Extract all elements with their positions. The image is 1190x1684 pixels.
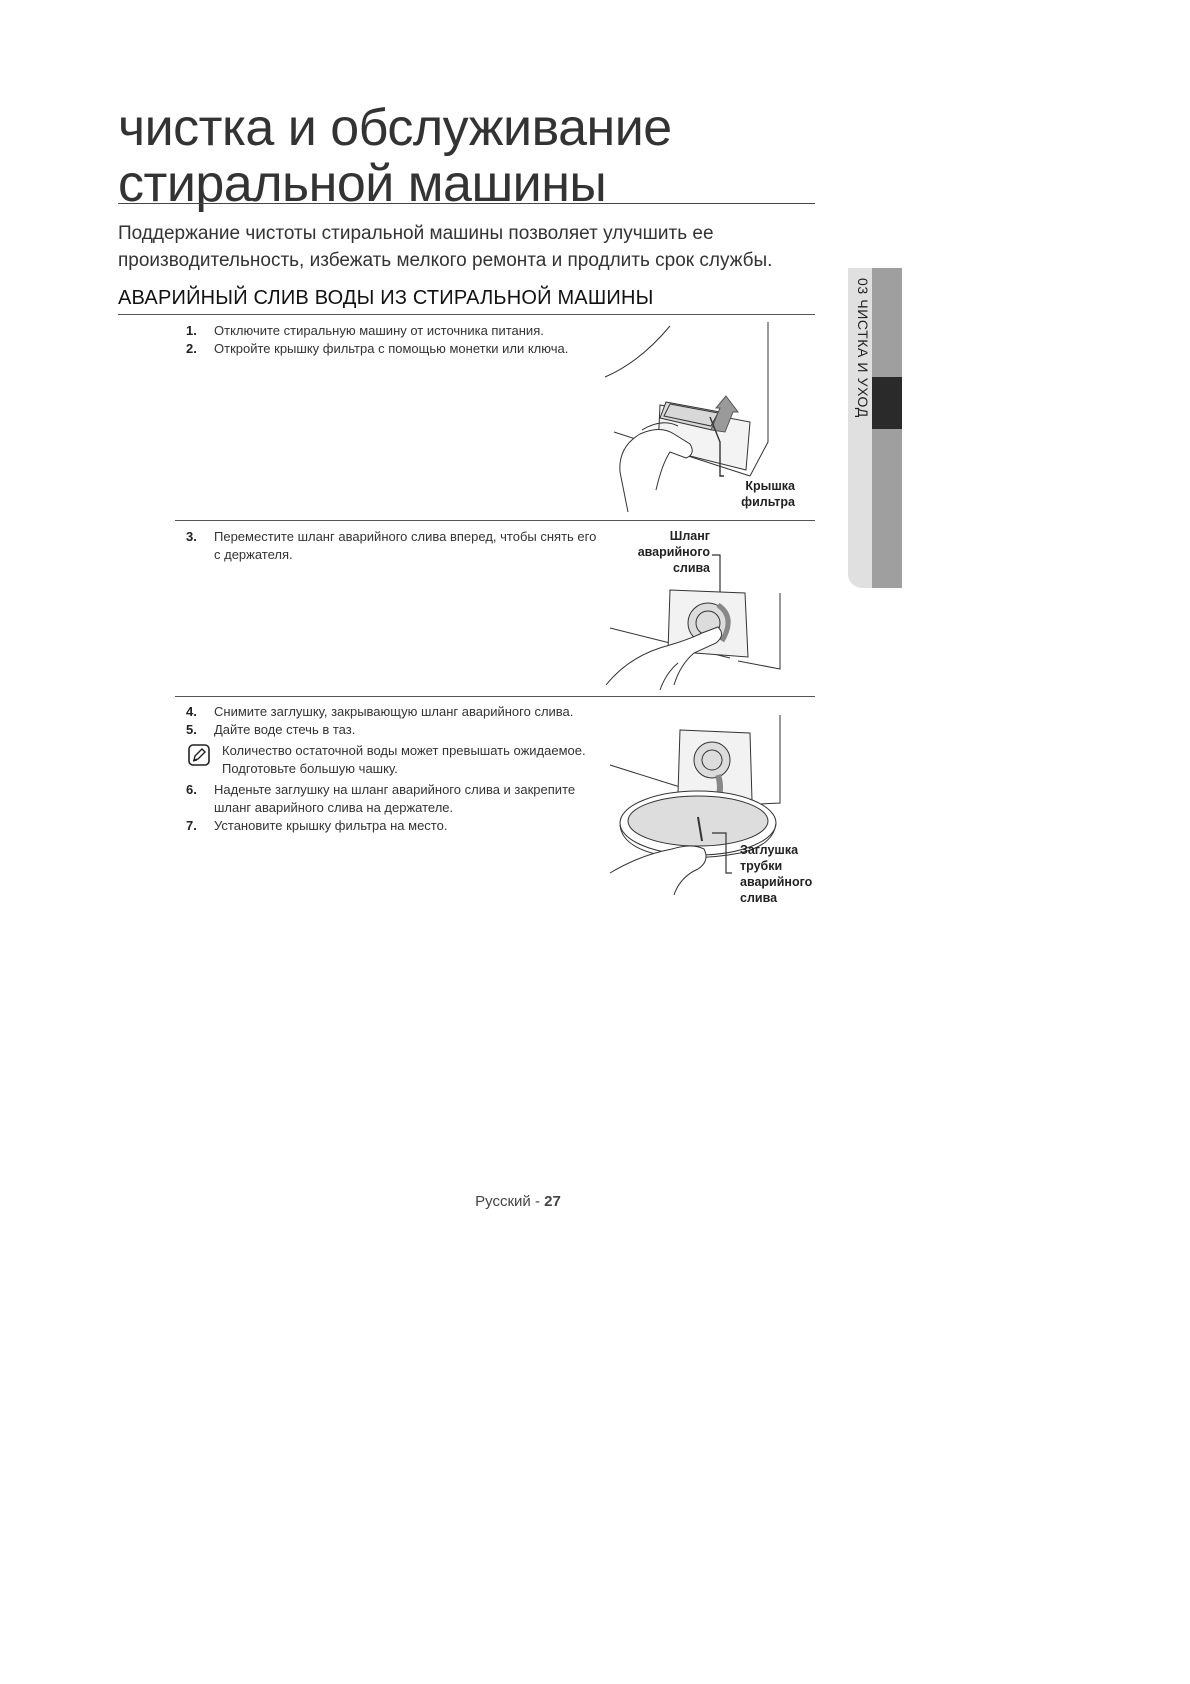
step-text: Откройте крышку фильтра с помощью монетки или ключа.	[214, 341, 569, 356]
step-text: Установите крышку фильтра на место.	[214, 818, 448, 833]
step-4	[186, 703, 601, 721]
step-3	[186, 528, 601, 564]
drain-cap-label-line4: слива	[740, 891, 778, 905]
page-number: 27	[544, 1193, 561, 1210]
step-7	[186, 817, 601, 835]
step-1	[186, 322, 601, 340]
step-number: 3.	[186, 529, 197, 544]
drain-cap-label	[740, 842, 820, 906]
steps-block-1	[186, 322, 601, 358]
filter-cover-label-line2: фильтра	[741, 495, 795, 509]
note-text: Количество остаточной воды может превышать ожидаемое. Подготовьте большую чашку.	[222, 743, 586, 776]
page-footer	[0, 1193, 1036, 1210]
step-text: Снимите заглушку, закрывающую шланг аварийного слива.	[214, 704, 574, 719]
step-number: 7.	[186, 818, 197, 833]
block-divider-1	[175, 520, 815, 521]
step-text: Переместите шланг аварийного слива вперед, чтобы снять его с держателя.	[214, 529, 597, 562]
steps-block-2	[186, 528, 601, 564]
step-number: 6.	[186, 782, 197, 797]
intro-paragraph	[118, 220, 818, 274]
chapter-tab-marker	[872, 377, 902, 429]
page-title-line1: чистка и обслуживание	[118, 99, 672, 157]
step-text: Дайте воде стечь в таз.	[214, 722, 356, 737]
step-text: Наденьте заглушку на шланг аварийного слива и закрепите шланг аварийного слива на держателе.	[214, 782, 576, 815]
drain-hose-label-line1: Шланг	[669, 529, 710, 543]
footer-language: Русский -	[475, 1193, 545, 1210]
step-number: 4.	[186, 704, 197, 719]
step-5	[186, 721, 601, 739]
step-number: 2.	[186, 341, 197, 356]
step-number: 5.	[186, 722, 197, 737]
drain-cap-label-line2: трубки	[740, 859, 783, 873]
section-heading: АВАРИЙНЫЙ СЛИВ ВОДЫ ИЗ СТИРАЛЬНОЙ МАШИНЫ	[118, 287, 654, 309]
intro-line2: производительность, избежать мелкого ремонта и продлить срок службы.	[118, 250, 773, 271]
filter-cover-label-line1: Крышка	[745, 479, 795, 493]
intro-line1: Поддержание чистоты стиральной машины позволяет улучшить ее	[118, 223, 714, 244]
drain-cap-label-line3: аварийного	[740, 875, 813, 889]
section-divider	[118, 314, 815, 315]
title-divider	[118, 203, 815, 204]
filter-cover-label	[650, 478, 795, 510]
page-title	[118, 100, 818, 212]
block-divider-2	[175, 696, 815, 697]
drain-hose-label-line3: слива	[672, 561, 710, 575]
chapter-tab-label: 03 ЧИСТКА И УХОД	[855, 278, 871, 418]
note	[188, 742, 601, 778]
note-pencil-icon	[188, 744, 210, 766]
drain-hose-label-line2: аварийного	[637, 545, 710, 559]
step-6	[186, 781, 601, 817]
steps-block-3	[186, 703, 601, 835]
step-number: 1.	[186, 323, 197, 338]
drain-hose-illustration	[600, 545, 810, 690]
step-text: Отключите стиральную машину от источника питания.	[214, 323, 544, 338]
drain-cap-label-line1: Заглушка	[740, 843, 799, 857]
step-2	[186, 340, 601, 358]
page-title-line2: стиральной машины	[118, 155, 607, 213]
